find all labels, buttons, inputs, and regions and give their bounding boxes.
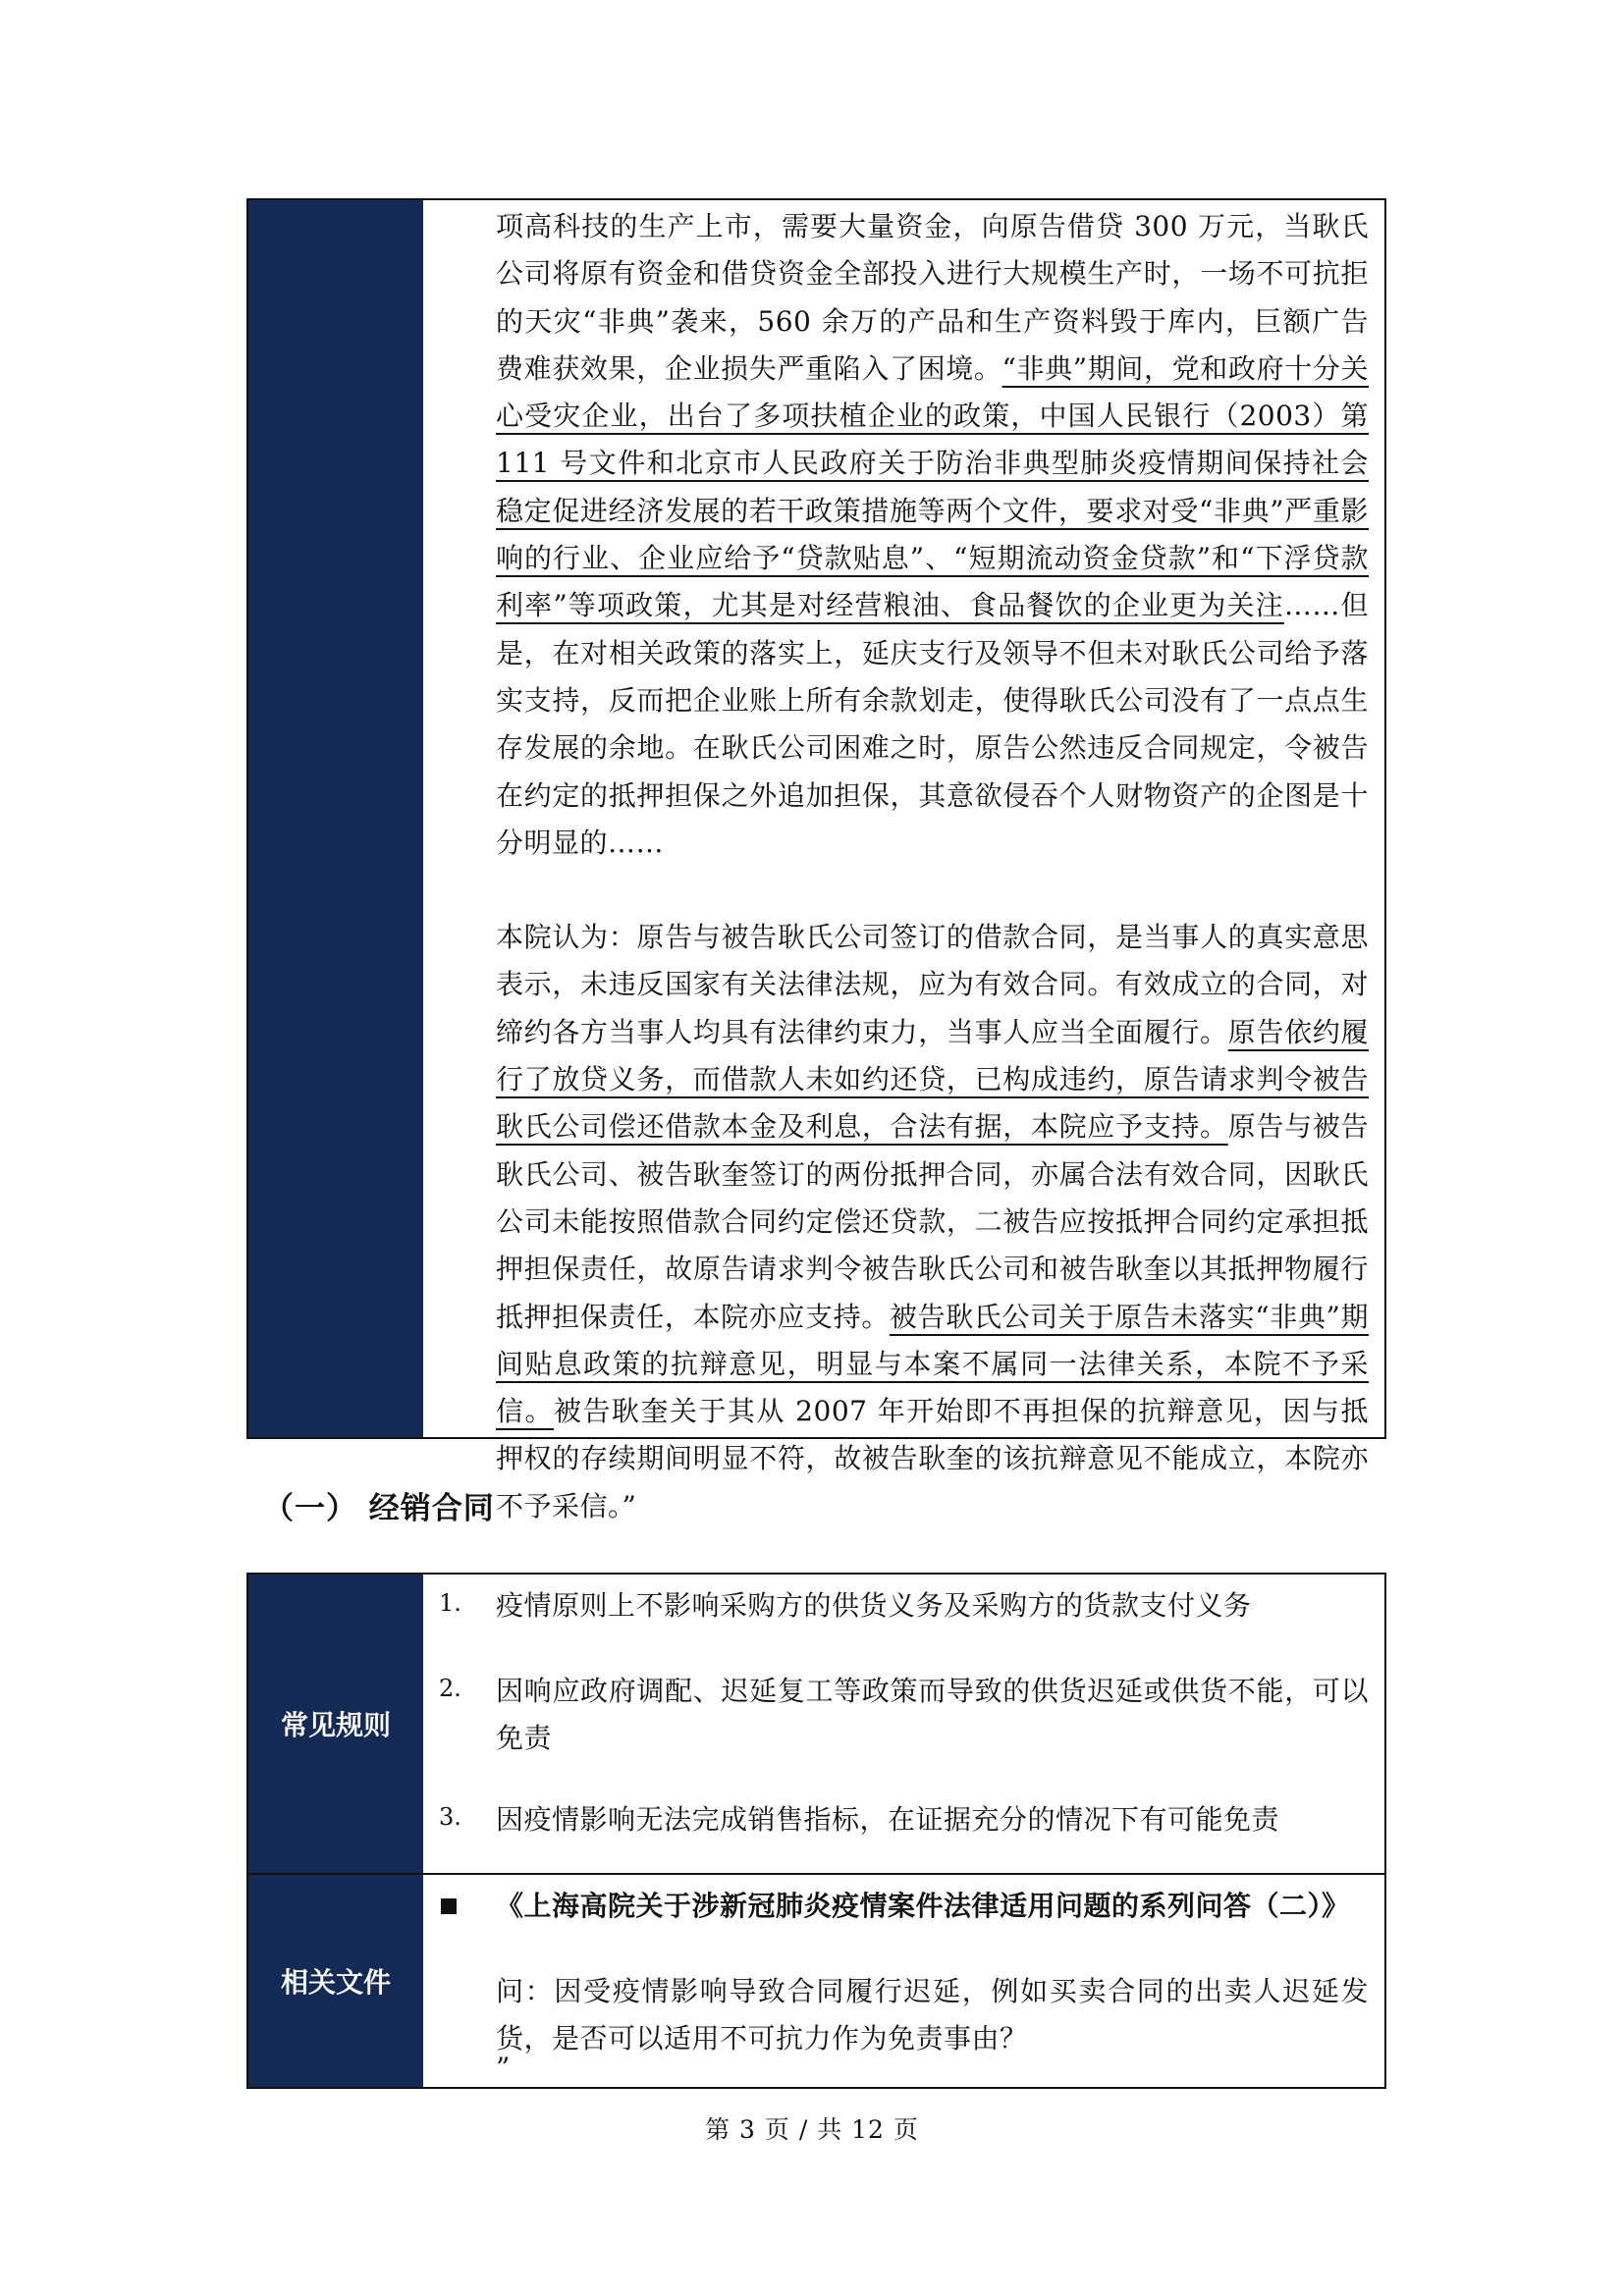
underlined-text: 被告耿氏公司关于原告未落实“非典”期间贴息政策的抗辩意见，明显与本案不属同一法律关系，本院不予采信。	[496, 1300, 1369, 1428]
quote-paragraph-1	[496, 200, 1369, 867]
rules-label: 常见规则	[248, 1575, 423, 1873]
files-content	[423, 1875, 1384, 2087]
section-heading: （一） 经销合同	[263, 1491, 495, 1526]
page-footer: 第 3 页 / 共 12 页	[705, 2115, 919, 2144]
quote-paragraph-2	[496, 914, 1369, 1530]
sidebar-column	[248, 200, 423, 1437]
quote-text: 原告与被告耿氏公司、被告耿奎签订的两份抵押合同，亦属合法有效合同，因耿氏公司未能按照借款合同约定偿还贷款，二被告应按抵押合同约定承担抵押担保责任，故原告请求判令被告耿氏公司和被告耿奎以其抵押物履行抵押担保责任，本院亦应支持。	[496, 1110, 1369, 1333]
quote-text: 被告耿奎关于其从 2007 年开始即不再担保的抗辩意见，因与抵押权的存续期间明显不符，故被告耿奎的该抗辩意见不能成立，本院亦不予采信。”	[496, 1395, 1369, 1522]
rules-list	[423, 1575, 1384, 1873]
files-row	[248, 1875, 1384, 2087]
closing-quote: ”	[496, 2052, 511, 2084]
list-number: 2.	[439, 1675, 461, 1702]
document-title: 《上海高院关于涉新冠肺炎疫情案件法律适用问题的系列问答（二）》	[496, 1890, 1350, 1922]
list-item: 疫情原则上不影响采购方的供货义务及采购方的货款支付义务	[496, 1589, 1252, 1622]
quote-text: 项高科技的生产上市，需要大量资金，向原告借贷 300 万元，当耿氏公司将原有资金和借贷资金全部投入进行大规模生产时，一场不可抗拒的天灾“非典”袭来，560 余万的产品和生产资料毁于库内，巨额广告费难获效果，企业损失严重陷入了困境。	[496, 210, 1369, 385]
list-item: 因响应政府调配、迟延复工等政策而导致的供货迟延或供货不能，可以免责	[496, 1675, 1369, 1754]
underlined-text: “非典”期间，党和政府十分关心受灾企业，出台了多项扶植企业的政策，中国人民银行（2003）第 111 号文件和北京市人民政府关于防治非典型肺炎疫情期间保持社会稳定促进经济发展的若干政策措施等两个文件，要求对受“非典”严重影响的行业、企业应给予“贷款贴息”、“短期流动资金贷款”和“下浮贷款利率”等项政策，尤其是对经营粮油、食品餐饮的企业更为关注	[496, 351, 1369, 622]
list-number: 3.	[439, 1803, 461, 1831]
rules-row	[248, 1575, 1384, 1875]
case-quote-cell	[423, 200, 1384, 1522]
files-label: 相关文件	[248, 1875, 423, 2087]
question-text: 问：因受疫情影响导致合同履行迟延，例如买卖合同的出卖人迟延发货，是否可以适用不可抗力作为免责事由？	[496, 1975, 1369, 2055]
distribution-contract-table	[246, 1573, 1386, 2089]
underlined-text: 原告依约履行了放贷义务，而借款人未如约还贷，已构成违约，原告请求判令被告耿氏公司偿还借款本金及利息，合法有据，本院应予支持。	[496, 1015, 1369, 1144]
square-bullet-icon	[441, 1898, 457, 1914]
list-item: 因疫情影响无法完成销售指标，在证据充分的情况下有可能免责	[496, 1803, 1280, 1836]
quote-text: 本院认为：原告与被告耿氏公司签订的借款合同，是当事人的真实意思表示，未违反国家有关法律法规，应为有效合同。有效成立的合同，对缔约各方当事人均具有法律约束力，当事人应当全面履行。	[496, 921, 1369, 1048]
list-number: 1.	[439, 1589, 461, 1617]
quote-text: ……但是，在对相关政策的落实上，延庆支行及领导不但未对耿氏公司给予落实支持，反而把企业账上所有余款划走，使得耿氏公司没有了一点点生存发展的余地。在耿氏公司困难之时，原告公然违反合同规定，令被告在约定的抵押担保之外追加担保，其意欲侵吞个人财物资产的企图是十分明显的……	[496, 589, 1369, 859]
